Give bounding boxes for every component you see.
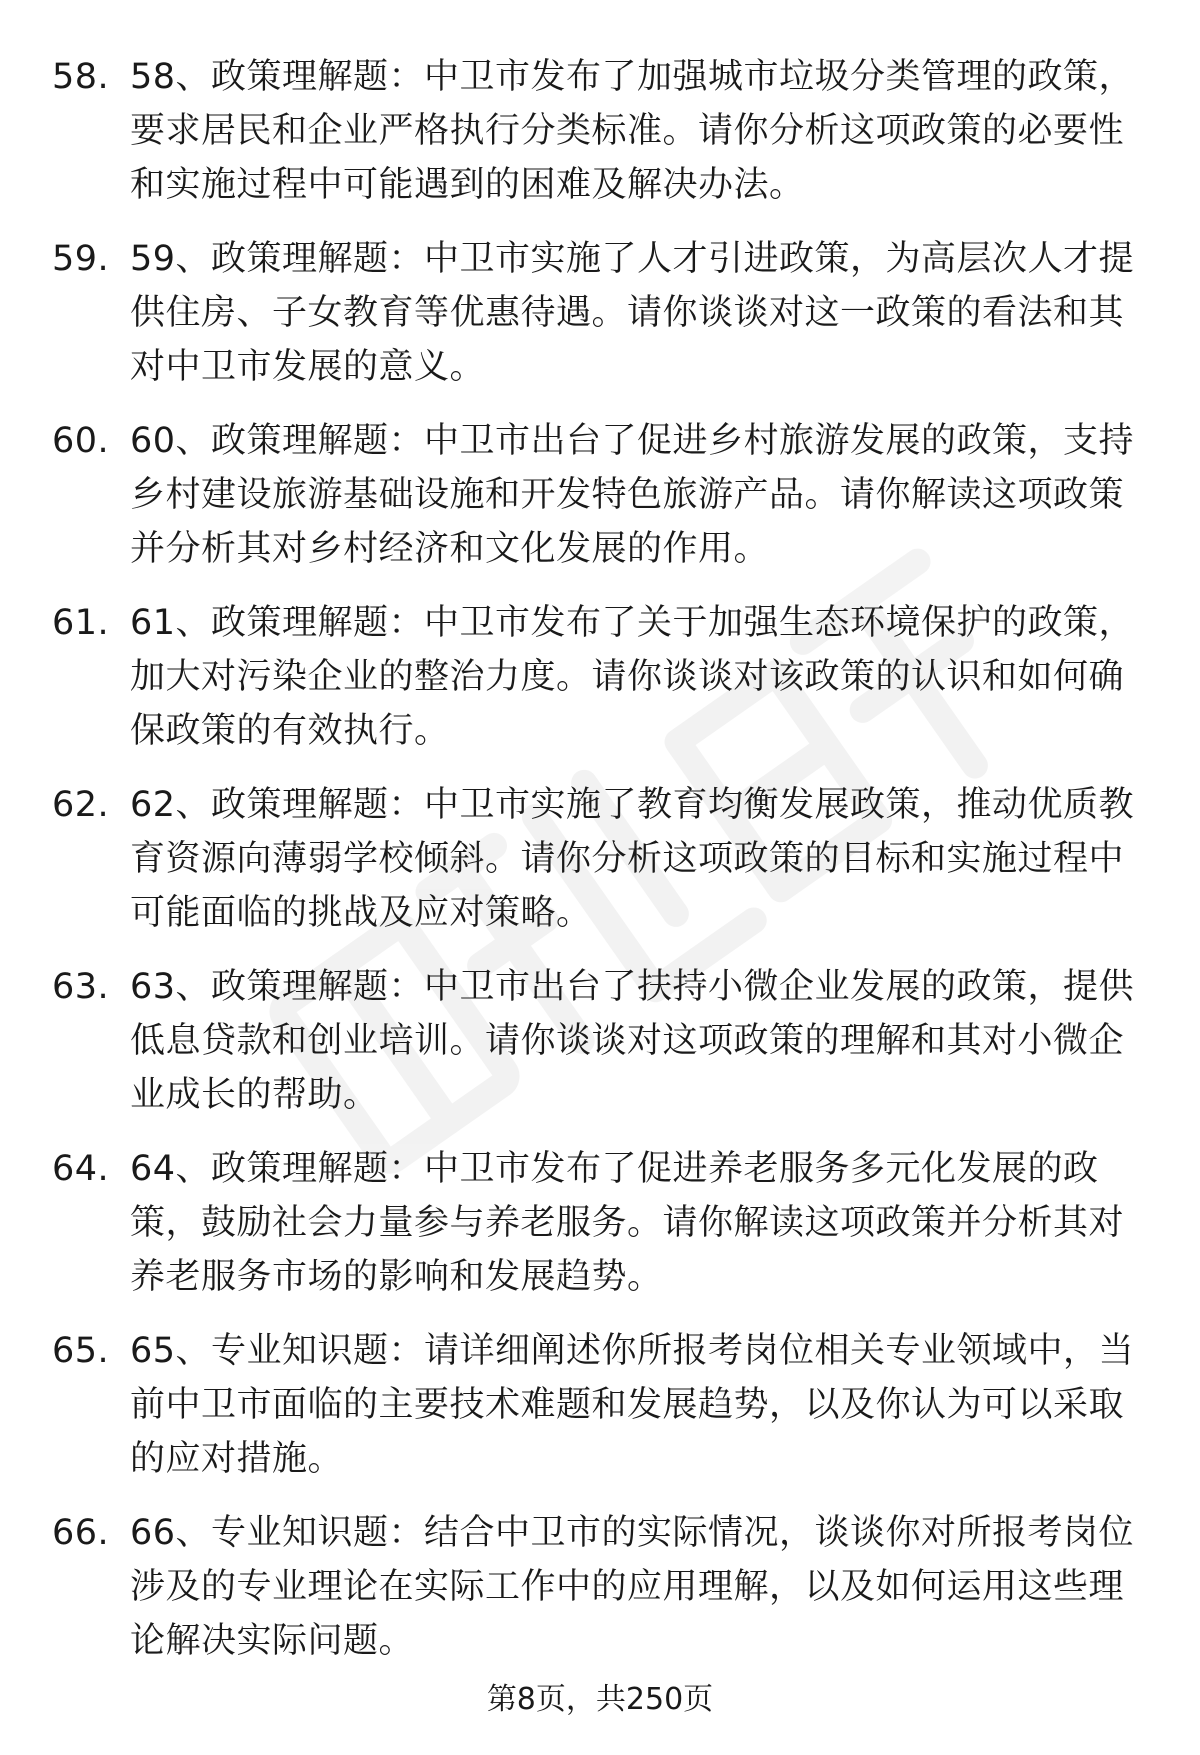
question-text: 66、专业知识题：结合中卫市的实际情况，谈谈你对所报考岗位涉及的专业理论在实际工作中的应用理解，以及如何运用这些理论解决实际问题。 — [130, 1513, 1135, 1661]
page-number-footer: 第8页，共250页 — [486, 1682, 714, 1717]
question-number: 66. — [52, 1513, 110, 1553]
question-item — [52, 1324, 1152, 1486]
question-list — [52, 50, 1152, 1688]
question-text: 63、政策理解题：中卫市出台了扶持小微企业发展的政策，提供低息贷款和创业培训。请你谈谈对这项政策的理解和其对小微企业成长的帮助。 — [130, 967, 1135, 1115]
question-number: 65. — [52, 1331, 110, 1371]
question-number: 59. — [52, 239, 110, 279]
question-item — [52, 232, 1152, 394]
question-number: 62. — [52, 785, 110, 825]
question-item — [52, 778, 1152, 940]
question-item — [52, 414, 1152, 576]
question-text: 61、政策理解题：中卫市发布了关于加强生态环境保护的政策，加大对污染企业的整治力度。请你谈谈对该政策的认识和如何确保政策的有效执行。 — [130, 603, 1135, 751]
question-text: 62、政策理解题：中卫市实施了教育均衡发展政策，推动优质教育资源向薄弱学校倾斜。请你分析这项政策的目标和实施过程中可能面临的挑战及应对策略。 — [130, 785, 1135, 933]
question-number: 61. — [52, 603, 110, 643]
question-item — [52, 50, 1152, 212]
question-text: 60、政策理解题：中卫市出台了促进乡村旅游发展的政策，支持乡村建设旅游基础设施和开发特色旅游产品。请你解读这项政策并分析其对乡村经济和文化发展的作用。 — [130, 421, 1135, 569]
question-text: 59、政策理解题：中卫市实施了人才引进政策，为高层次人才提供住房、子女教育等优惠待遇。请你谈谈对这一政策的看法和其对中卫市发展的意义。 — [130, 239, 1135, 387]
question-item — [52, 960, 1152, 1122]
question-item — [52, 596, 1152, 758]
question-number: 63. — [52, 967, 110, 1007]
question-item — [52, 1506, 1152, 1668]
question-text: 65、专业知识题：请详细阐述你所报考岗位相关专业领域中，当前中卫市面临的主要技术难题和发展趋势，以及你认为可以采取的应对措施。 — [130, 1331, 1135, 1479]
question-number: 60. — [52, 421, 110, 461]
question-text: 64、政策理解题：中卫市发布了促进养老服务多元化发展的政策，鼓励社会力量参与养老服务。请你解读这项政策并分析其对养老服务市场的影响和发展趋势。 — [130, 1149, 1125, 1297]
question-number: 58. — [52, 57, 110, 97]
question-number: 64. — [52, 1149, 110, 1189]
question-item — [52, 1142, 1152, 1304]
question-text: 58、政策理解题：中卫市发布了加强城市垃圾分类管理的政策，要求居民和企业严格执行分类标准。请你分析这项政策的必要性和实施过程中可能遇到的困难及解决办法。 — [130, 57, 1135, 205]
